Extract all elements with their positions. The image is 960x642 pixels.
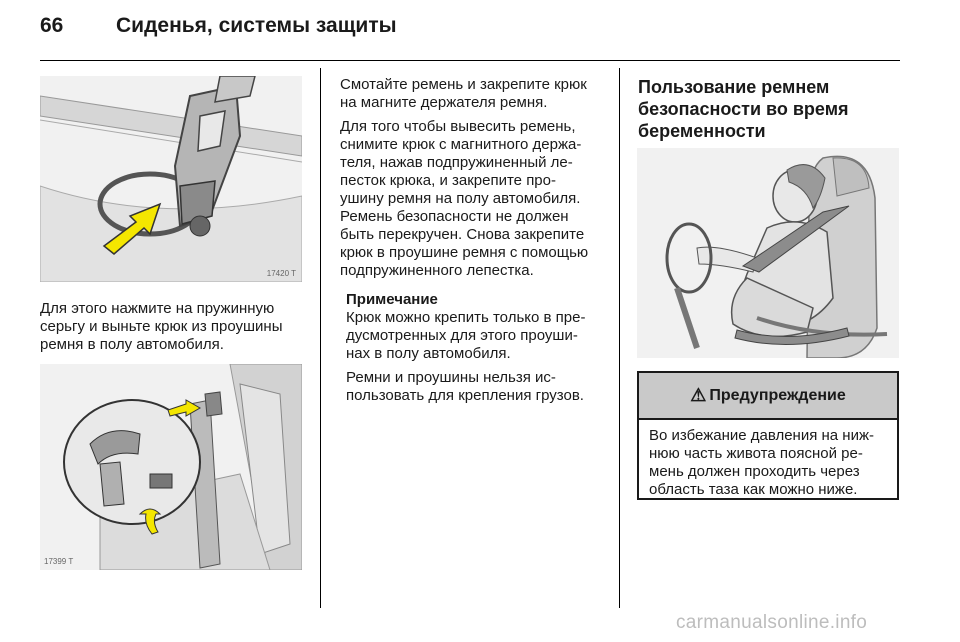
warning-header [639, 373, 897, 420]
figure-belt-storage [40, 364, 302, 570]
figure-pregnant-belt [637, 148, 899, 358]
warning-triangle-icon: ⚠ [690, 385, 707, 405]
page-title: Сиденья, системы защиты [116, 14, 397, 37]
warning-text: Во избежание давления на ниж- нюю часть живота поясной ре- мень должен проходить через область таза как можно ниже. [649, 427, 874, 498]
col2-paragraph: Для того чтобы вывесить ремень, снимите крюк с магнитного держа- теля, нажав подпружиненный ле- песток крюка, и закрепите про- ушину ремня на полу автомобиля. Ремень безопасности не должен быть перекручен. Снова закрепите крюк в проушине ремня с помощью подпружиненного лепестка. [340, 118, 589, 279]
figure-belt-hook [40, 76, 302, 282]
belt-storage-illustration [40, 364, 302, 570]
warning-box [637, 371, 899, 500]
col2-paragraph: Смотайте ремень и закрепите крюк на магните держателя ремня. [340, 76, 587, 111]
figure-number: 17420 T [266, 269, 296, 278]
figure-number: 17399 T [44, 557, 74, 566]
note-paragraph: Крюк можно крепить только в пре- дусмотренных для этого проуши- нах в полу автомобиля. [346, 309, 586, 362]
page-number: 66 [40, 14, 64, 37]
section-title: Пользование ремнем безопасности во время беременности [638, 77, 849, 141]
column-divider-1 [320, 68, 321, 608]
warning-title: Предупреждение [709, 386, 846, 404]
note-paragraph: Ремни и проушины нельзя ис- пользовать для крепления грузов. [346, 369, 584, 404]
col2-text [340, 76, 602, 286]
header-rule [40, 60, 900, 61]
pregnant-belt-illustration [637, 148, 899, 358]
col1-paragraph: Для этого нажмите на пружинную серьгу и выньте крюк из проушины ремня в полу автомобиля. [40, 300, 283, 353]
note-title: Примечание [346, 291, 438, 308]
column-divider-2 [619, 68, 620, 608]
watermark: carmanualsonline.info [676, 612, 868, 633]
note-block [346, 291, 604, 411]
belt-hook-illustration [40, 76, 302, 282]
